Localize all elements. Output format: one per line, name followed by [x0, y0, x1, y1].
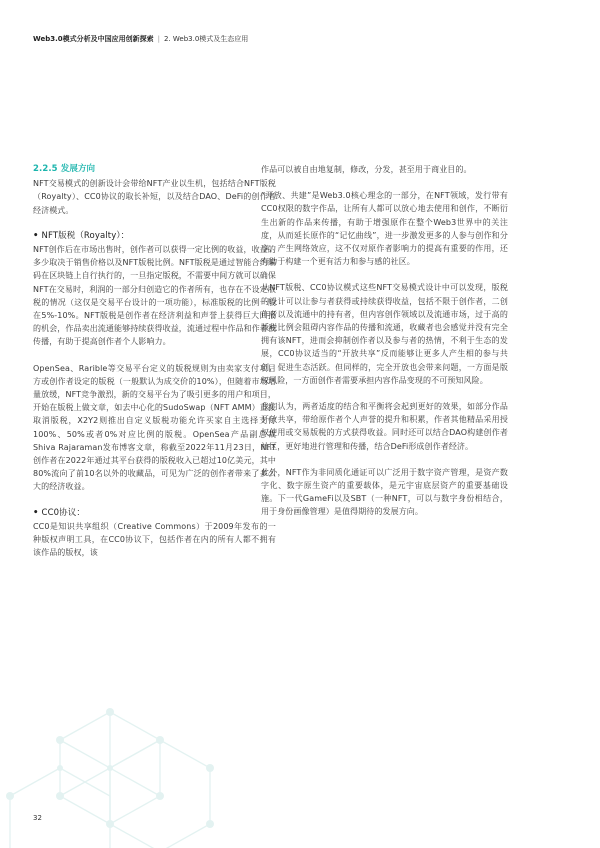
cc0-heading	[33, 507, 276, 520]
section-title: 2.2.5 发展方向	[33, 164, 96, 174]
royalty-heading-text: NFT版税（Royalty）：	[41, 230, 130, 241]
intro-paragraph: NFT交易模式的创新设计会带给NFT产业以生机，包括结合NFT版税（Royalty）、CC0协议的取长补短，以及结合DAO、DeFi的创作者经济模式。	[33, 179, 276, 215]
header-chapter-title: 2. Web3.0模式及生态应用	[164, 35, 249, 43]
royalty-paragraph-1: NFT创作后在市场出售时，创作者可以获得一定比例的收益，收益的多少取决于销售价格以及NFT版税比例。NFT版税是通过智能合约编码在区块链上自行执行的，一旦指定版税，不需要中间方就可以确保NFT在交易时，利润的一部分归创造它的作者所有，也存在不设定版税的情况（这仅是交易平台设计的一项功能），标准版税的比例一般在5%-10%。NFT版税是创作者在经济利益和声誉上获得巨大回报的机会，作品卖出流通能够持续获得收益，流通过程中作品和作者被传播，有助于提高创作者个人影响力。	[33, 245, 276, 347]
right-paragraph-5: 此外，NFT作为非同质化通证可以广泛用于数字资产管理，是资产数字化、数字原生资产的重要载体，是元宇宙底层资产的重要基础设施。下一代GameFi以及SBT（一种NFT，可以与数字身份相结合，用于身份画像管理）是值得期待的发展方向。	[261, 467, 508, 517]
running-header	[33, 34, 248, 44]
right-column	[261, 163, 508, 532]
hexagon-network-icon	[0, 700, 270, 848]
royalty-heading	[33, 230, 276, 243]
cc0-paragraph-1: CC0是知识共享组织（Creative Commons）于2009年发布的一种版权声明工具，在CC0协议下，包括作者在内的所有人都不拥有该作品的版权，该	[33, 521, 276, 558]
cc0-heading-text: CC0协议：	[41, 507, 85, 518]
header-separator: |	[157, 35, 160, 43]
right-paragraph-4: 我们认为，两者适度的结合和平衡将会起到更好的效果，如部分作品开放共享，带给原作者个人声誉的提升和积累，作者其他精品采用授权使用或交易版税的方式获得收益。同时还可以结合DAO构建创作者社区，更好地进行管理和传播，结合DeFi形成创作者经济。	[261, 402, 508, 451]
right-paragraph-2: “开放、共建”是Web3.0核心理念的一部分，在NFT领域，发行带有CC0权限的数字作品，让所有人都可以放心地去使用和创作，不断衍生出新的作品来传播，有助于增强原作在整个Web3世界中的关注度，从而延长原作的“记忆曲线”，进一步激发更多的人参与创作和分享，产生网络效应，这不仅对原作者影响力的提高有重要的作用，还有助于构建一个更有活力和参与感的社区。	[261, 191, 508, 267]
bullet-icon: •	[33, 507, 39, 518]
right-paragraph-3: 从NFT版税、CC0协议模式这些NFT交易模式设计中可以发现，版税的设计可以让参与者获得或持续获得收益，包括不限于创作者，二创作者以及流通中的持有者，但内容创作领域以及流通市场，过于高的版税比例会阻碍内容作品的传播和流通，收藏者也会感觉并没有完全拥有该NFT，进而会抑制创作者以及参与者的热情，不利于生态的发展，CC0协议适当的“开放共享”反而能够让更多人产生相的参与共创，促进生态活跃。但同样的，完全开放也会带来问题，一方面是版权风险，一方面创作者需要承担内容作品变现的不可预知风险。	[261, 283, 508, 385]
left-column	[33, 163, 276, 572]
bullet-icon: •	[33, 230, 39, 241]
royalty-paragraph-2: OpenSea、Rarible等交易平台定义的版税规则为由卖家支付项目方或创作者设定的版税（一般默认为成交价的10%），但随着市场增量放缓，NFT竞争激烈，新的交易平台为了吸引更多的用户和项目，开始在版税上做文章，如去中心化的SudoSwap（NFT AMM）直接取消版税，X2Y2则推出自定义版税功能允许买家自主选择支付100%、50%或者0%对应比例的版税。OpenSea产品副总裁Shiva Rajaraman发布博客文章，称截至2022年11月23日，NFT创作者在2022年通过其平台获得的版税收入已超过10亿美元，其中80%流向了前10名以外的收藏品，可见为广泛的创作者带来了多么大的经济收益。	[33, 363, 276, 492]
header-series-title: Web3.0模式分析及中国应用创新探索	[33, 35, 154, 43]
page-number: 32	[33, 814, 42, 822]
right-paragraph-1: 作品可以被自由地复制，修改，分发，甚至用于商业目的。	[261, 165, 472, 174]
